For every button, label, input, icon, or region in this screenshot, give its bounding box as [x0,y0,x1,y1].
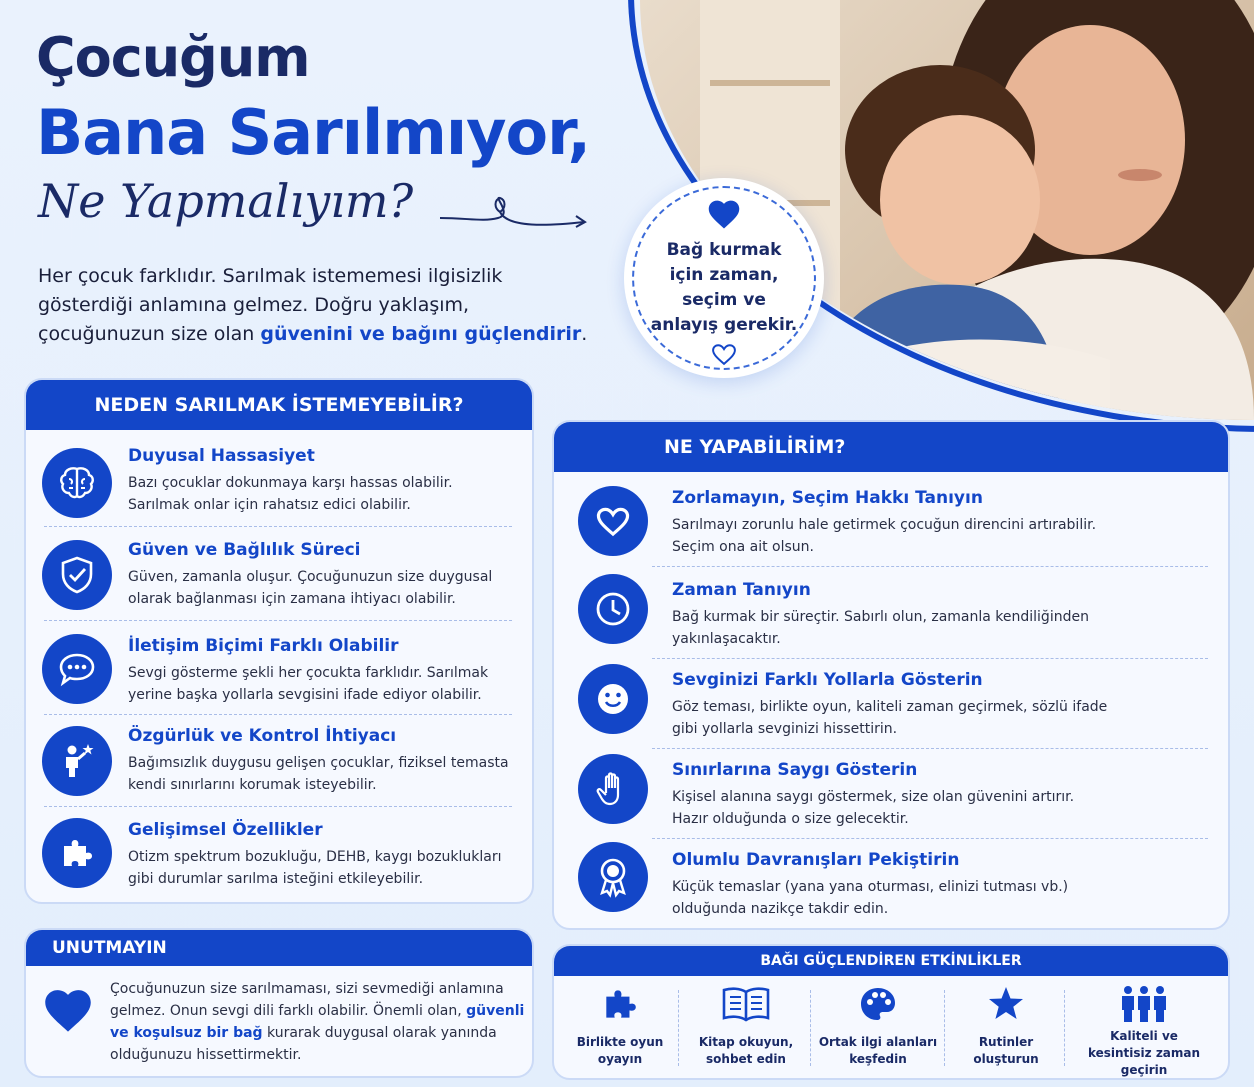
divider [652,838,1208,839]
title-line-3: Ne Yapmalıyım? [38,174,414,228]
heart-swirl-icon [438,188,588,238]
heart-icon [706,198,742,230]
open-book-icon [721,984,771,1024]
action-item-give-time [554,574,1228,660]
title-line-2: Bana Sarılmıyor, [36,96,591,169]
activity-routines: Rutinler oluşturun [950,984,1062,1076]
actions-panel [552,420,1230,930]
reason-item-trust [26,534,532,620]
divider [44,620,512,621]
divider [652,748,1208,749]
divider [810,990,811,1066]
reason-desc: Otizm spektrum bozukluğu, DEHB, kaygı bozuklukları gibi durumlar sarılma isteğini etkileyebilir. [128,849,502,887]
divider [1064,990,1065,1066]
action-item-no-force [554,484,1228,570]
reason-title: Güven ve Bağlılık Süreci [128,540,361,560]
heart-outline-icon [710,342,738,366]
reason-desc: Güven, zamanla oluşur. Çocuğunuzun size duygusal olarak bağlanması için zamana ihtiyacı olabilir. [128,569,493,607]
puzzle-icon [42,818,112,888]
badge-text: Bağ kurmak için zaman, seçim ve anlayış gerekir. [650,240,798,335]
action-title: Sevginizi Farklı Yollarla Gösterin [672,670,983,690]
reason-title: Özgürlük ve Kontrol İhtiyacı [128,726,397,746]
info-badge [624,178,824,378]
divider [44,526,512,527]
reason-desc: Bazı çocuklar dokunmaya karşı hassas olabilir. Sarılmak onlar için rahatsız edici olabilir. [128,475,453,513]
activities-panel [552,944,1230,1080]
reason-item-sensory [26,442,532,528]
intro-text: Her çocuk farklıdır. Sarılmak istememesi ilgisizlik gösterdiği anlamına gelmez. Doğru yaklaşım, çocuğunuzun size olan güvenini ve bağını güçlendirir. [38,265,588,345]
action-title: Sınırlarına Saygı Gösterin [672,760,918,780]
action-item-reinforce [554,842,1228,928]
action-desc: Bağ kurmak bir süreçtir. Sabırlı olun, zamanla kendiliğinden yakınlaşacaktır. [672,609,1089,647]
activity-read: Kitap okuyun, sohbet edin [684,984,808,1076]
action-desc: Sarılmayı zorunlu hale getirmek çocuğun direncini artırabilir. Seçim ona ait olsun. [672,517,1097,555]
action-title: Zorlamayın, Seçim Hakkı Tanıyın [672,488,983,508]
chat-bubble-icon [42,634,112,704]
actions-panel-title: NE YAPABİLİRİM? [554,422,1228,472]
action-item-show-love [554,664,1228,750]
divider [44,806,512,807]
reason-desc: Bağımsızlık duygusu gelişen çocuklar, fiziksel temasta kendi sınırlarını korumak isteyebilir. [128,755,509,793]
reminder-panel [24,928,534,1078]
reason-title: İletişim Biçimi Farklı Olabilir [128,636,399,656]
puzzle-piece-icon [599,984,641,1024]
reasons-panel [24,378,534,904]
divider [652,566,1208,567]
reason-item-freedom [26,720,532,806]
activities-title: BAĞI GÜÇLENDİREN ETKİNLİKLER [554,946,1228,976]
clock-icon [578,574,648,644]
family-icon [1118,984,1170,1024]
action-desc: Göz teması, birlikte oyun, kaliteli zaman geçirmek, sözlü ifade gibi yollarla sevginizi hissettirin. [672,699,1108,737]
shield-check-icon [42,540,112,610]
action-title: Olumlu Davranışları Pekiştirin [672,850,960,870]
brain-icon [42,448,112,518]
divider [652,658,1208,659]
reason-item-communication [26,628,532,714]
heart-icon [42,986,94,1034]
activity-interests: Ortak ilgi alanları keşfedin [816,984,940,1076]
divider [678,990,679,1066]
reminder-title: UNUTMAYIN [26,930,532,966]
reason-title: Gelişimsel Özellikler [128,820,323,840]
action-desc: Kişisel alanına saygı göstermek, size olan güvenini artırır. Hazır olduğunda o size gelecektir. [672,789,1075,827]
action-item-respect-boundaries [554,754,1228,840]
action-title: Zaman Tanıyın [672,580,811,600]
award-ribbon-icon [578,842,648,912]
reason-title: Duyusal Hassasiyet [128,446,315,466]
heart-icon [578,486,648,556]
action-desc: Küçük temaslar (yana yana oturması, elinizi tutması vb.) olduğunda nazikçe takdir edin. [672,879,1069,917]
reasons-panel-title: NEDEN SARILMAK İSTEMEYEBİLİR? [26,380,532,430]
activity-quality-time: Kaliteli ve kesintisiz zaman geçirin [1070,984,1218,1076]
title-line-1: Çocuğum [36,26,310,89]
hand-icon [578,754,648,824]
palette-icon [857,984,899,1024]
smile-icon [578,664,648,734]
reason-item-development [26,814,532,900]
divider [44,714,512,715]
reason-desc: Sevgi gösterme şekli her çocukta farklıdır. Sarılmak yerine başka yollarla sevgisini ifade ediyor olabilir. [128,665,489,703]
activity-play: Birlikte oyun oyayın [568,984,672,1076]
divider [944,990,945,1066]
reminder-text: Çocuğunuzun size sarılmaması, sizi sevmediği anlamına gelmez. Onun sevgi dili farklı olabilir. Önemli olan, güvenli ve koşulsuz bir bağ kurarak duygusal olarak yanında olduğunuzu hissettirmektir. [110,981,525,1063]
person-star-icon [42,726,112,796]
star-icon [985,984,1027,1024]
